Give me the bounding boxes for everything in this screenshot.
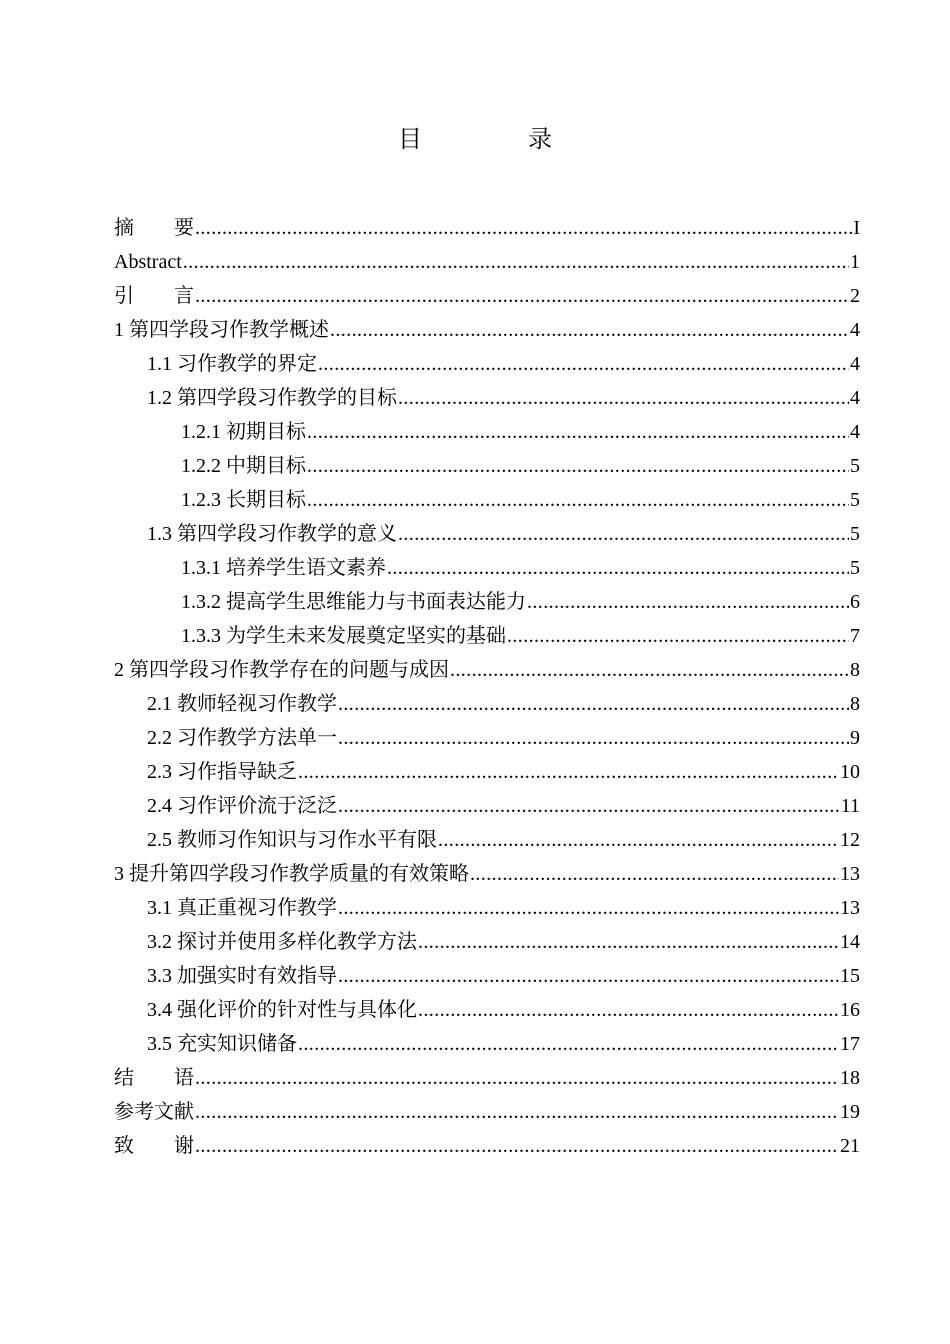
dot-leader [507, 619, 849, 653]
toc-entry-label: 1.2.1 初期目标 [181, 421, 306, 443]
dot-leader [195, 1061, 839, 1095]
toc-entry-label: 3.5 充实知识储备 [147, 1033, 297, 1055]
dot-leader [183, 245, 849, 279]
toc-entry-label: 2.1 教师轻视习作教学 [147, 693, 337, 715]
toc-entry-page: 11 [840, 795, 860, 817]
toc-entry-section-1-3-2[interactable] [114, 585, 860, 619]
dot-leader [387, 551, 849, 585]
toc-entry-conclusion[interactable] [114, 1061, 860, 1095]
toc-entry-section-2-2[interactable] [114, 721, 860, 755]
toc-entry-abstract-en[interactable] [114, 245, 860, 279]
toc-entry-acknowledgements[interactable] [114, 1129, 860, 1163]
toc-entry-label: 致 谢 [114, 1135, 194, 1157]
dot-leader [195, 211, 852, 245]
toc-entry-label: 参考文献 [114, 1101, 194, 1123]
toc-entry-page: 4 [850, 353, 860, 375]
toc-entry-page: 7 [850, 625, 860, 647]
toc-entry-label: 2 第四学段习作教学存在的问题与成因 [114, 659, 449, 681]
toc-entry-page: 10 [840, 761, 860, 783]
dot-leader [307, 449, 849, 483]
dot-leader [418, 925, 839, 959]
dot-leader [470, 857, 839, 891]
dot-leader [298, 755, 839, 789]
toc-entry-label: 1.2.2 中期目标 [181, 455, 306, 477]
dot-leader [438, 823, 839, 857]
toc-entry-label: 3.3 加强实时有效指导 [147, 965, 337, 987]
toc-entry-page: 5 [850, 489, 860, 511]
toc-entry-page: 5 [850, 557, 860, 579]
toc-entry-label: 摘 要 [114, 217, 194, 239]
toc-entry-section-1-1[interactable] [114, 347, 860, 381]
toc-entry-page: 5 [850, 523, 860, 545]
toc-entry-label: 2.5 教师习作知识与习作水平有限 [147, 829, 437, 851]
toc-entry-section-1-2-1[interactable] [114, 415, 860, 449]
toc-entry-label: 1.3.2 提高学生思维能力与书面表达能力 [181, 591, 526, 613]
toc-entry-section-3-1[interactable] [114, 891, 860, 925]
toc-entry-label: 3.1 真正重视习作教学 [147, 897, 337, 919]
toc-entry-label: 结 语 [114, 1067, 194, 1089]
toc-entry-label: 1.3.1 培养学生语文素养 [181, 557, 386, 579]
toc-entry-page: 16 [840, 999, 860, 1021]
toc-entry-page: 9 [850, 727, 860, 749]
toc-entry-page: 5 [850, 455, 860, 477]
toc-entry-page: 1 [850, 251, 860, 273]
toc-entry-label: 1 第四学段习作教学概述 [114, 319, 329, 341]
toc-entry-label: Abstract [114, 251, 182, 273]
toc-entry-page: 14 [840, 931, 860, 953]
toc-entry-label: 3 提升第四学段习作教学质量的有效策略 [114, 863, 469, 885]
toc-entry-page: 8 [850, 693, 860, 715]
dot-leader [195, 279, 849, 313]
toc-entry-section-1-3-3[interactable] [114, 619, 860, 653]
toc-entry-section-3-3[interactable] [114, 959, 860, 993]
dot-leader [527, 585, 849, 619]
toc-entry-page: 13 [840, 863, 860, 885]
toc-entry-label: 2.2 习作教学方法单一 [147, 727, 337, 749]
toc-entry-page: 19 [840, 1101, 860, 1123]
toc-entry-label: 1.2.3 长期目标 [181, 489, 306, 511]
toc-entry-label: 1.2 第四学段习作教学的目标 [147, 387, 397, 409]
dot-leader [338, 959, 839, 993]
toc-entry-page: 17 [840, 1033, 860, 1055]
toc-entry-label: 3.4 强化评价的针对性与具体化 [147, 999, 417, 1021]
toc-entry-page: 21 [840, 1135, 860, 1157]
toc-entry-page: 4 [850, 421, 860, 443]
toc-entry-section-2-5[interactable] [114, 823, 860, 857]
dot-leader [338, 721, 849, 755]
dot-leader [398, 381, 849, 415]
dot-leader [195, 1095, 839, 1129]
toc-entry-abstract-cn[interactable] [114, 211, 860, 245]
toc-entry-page: 15 [840, 965, 860, 987]
toc-entry-references[interactable] [114, 1095, 860, 1129]
toc-entry-label: 2.4 习作评价流于泛泛 [147, 795, 337, 817]
toc-entry-page: 4 [850, 319, 860, 341]
toc-entry-page: 8 [850, 659, 860, 681]
toc-list [114, 211, 860, 1163]
dot-leader [307, 483, 849, 517]
dot-leader [418, 993, 839, 1027]
dot-leader [298, 1027, 839, 1061]
toc-entry-section-3-4[interactable] [114, 993, 860, 1027]
toc-entry-page: 6 [850, 591, 860, 613]
dot-leader [330, 313, 849, 347]
toc-entry-section-1-3-1[interactable] [114, 551, 860, 585]
toc-entry-page: 13 [840, 897, 860, 919]
toc-entry-label: 2.3 习作指导缺乏 [147, 761, 297, 783]
toc-entry-label: 1.3 第四学段习作教学的意义 [147, 523, 397, 545]
dot-leader [398, 517, 849, 551]
toc-entry-section-3-5[interactable] [114, 1027, 860, 1061]
toc-entry-label: 3.2 探讨并使用多样化教学方法 [147, 931, 417, 953]
dot-leader [338, 891, 839, 925]
dot-leader [195, 1129, 839, 1163]
toc-entry-section-1-2[interactable] [114, 381, 860, 415]
toc-entry-label: 1.1 习作教学的界定 [147, 353, 317, 375]
toc-entry-chapter-1[interactable] [114, 313, 860, 347]
toc-entry-page: 18 [840, 1067, 860, 1089]
dot-leader [338, 789, 840, 823]
dot-leader [307, 415, 849, 449]
toc-entry-label: 1.3.3 为学生未来发展奠定坚实的基础 [181, 625, 506, 647]
toc-entry-section-2-3[interactable] [114, 755, 860, 789]
dot-leader [318, 347, 849, 381]
toc-entry-chapter-2[interactable] [114, 653, 860, 687]
toc-entry-page: I [853, 217, 860, 239]
toc-entry-section-2-1[interactable] [114, 687, 860, 721]
toc-entry-page: 2 [850, 285, 860, 307]
toc-entry-section-2-4[interactable] [114, 789, 860, 823]
toc-entry-section-3-2[interactable] [114, 925, 860, 959]
toc-entry-section-1-2-3[interactable] [114, 483, 860, 517]
dot-leader [450, 653, 849, 687]
toc-entry-section-1-3[interactable] [114, 517, 860, 551]
toc-entry-section-1-2-2[interactable] [114, 449, 860, 483]
toc-entry-chapter-3[interactable] [114, 857, 860, 891]
toc-entry-label: 引 言 [114, 285, 194, 307]
toc-entry-page: 4 [850, 387, 860, 409]
dot-leader [338, 687, 849, 721]
toc-entry-page: 12 [840, 829, 860, 851]
toc-entry-introduction[interactable] [114, 279, 860, 313]
toc-title: 目 录 [398, 127, 602, 153]
